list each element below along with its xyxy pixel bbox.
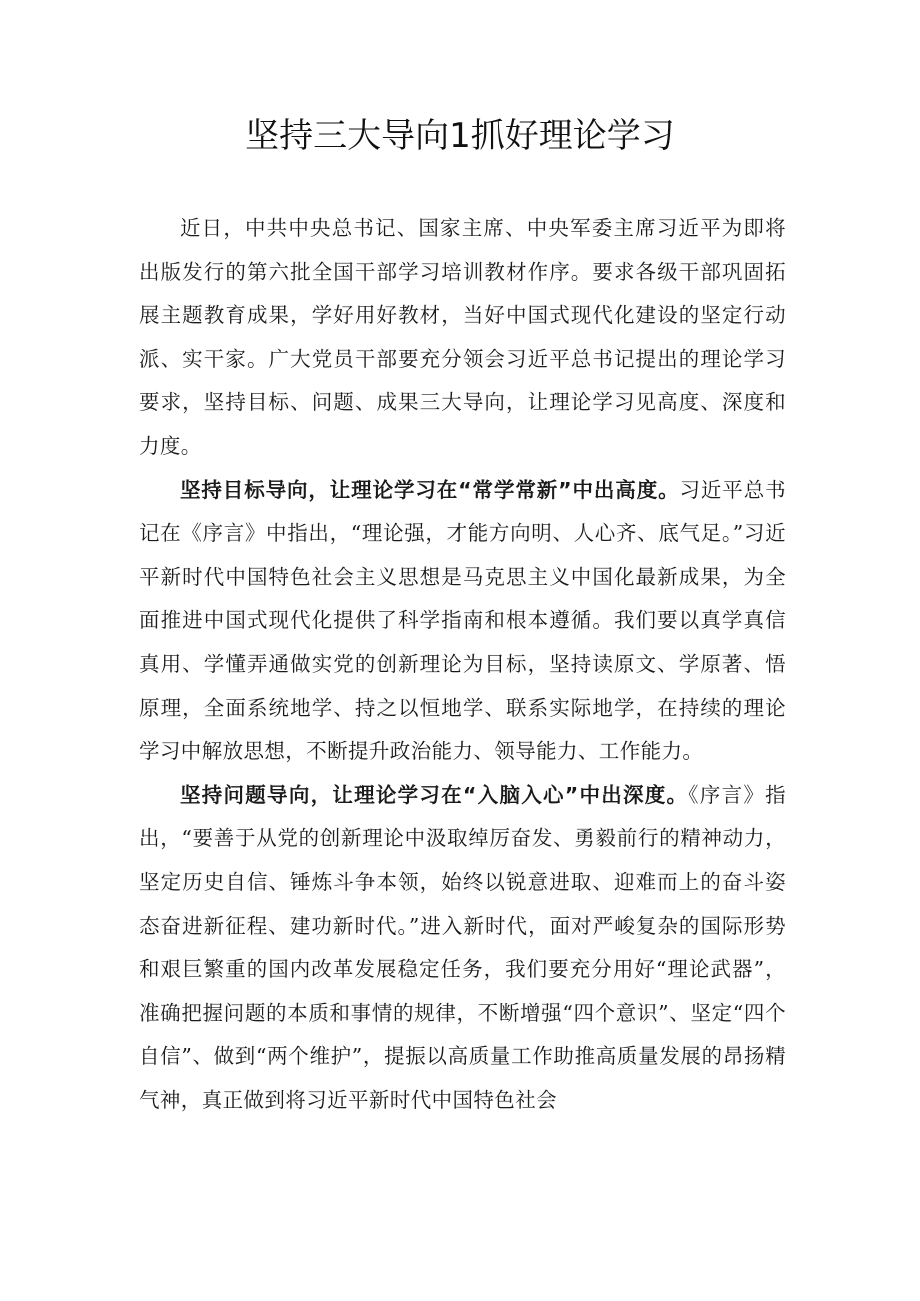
paragraph-intro: [139, 207, 786, 469]
document-body: [139, 207, 786, 1122]
document-title: 坚持三大导向1抓好理论学习: [245, 116, 675, 156]
paragraph-text: 习近平总书记在《序言》中指出，“理论强，才能方向明、人心齐、底气足。”习近平新时代中国特色社会主义思想是马克思主义中国化最新成果，为全面推进中国式现代化提供了科学指南和根本遵循。我们要以真学真信真用、学懂弄通做实党的创新理论为目标，坚持读原文、学原著、悟原理，全面系统地学、持之以恒地学、联系实际地学，在持续的理论学习中解放思想，不断提升政治能力、领导能力、工作能力。: [139, 477, 787, 764]
paragraph-text: 近日，中共中央总书记、国家主席、中央军委主席习近平为即将出版发行的第六批全国干部学习培训教材作序。要求各级干部巩固拓展主题教育成果，学好用好教材，当好中国式现代化建设的坚定行动派、实干家。广大党员干部要充分领会习近平总书记提出的理论学习要求，坚持目标、问题、成果三大导向，让理论学习见高度、深度和力度。: [139, 216, 786, 458]
paragraph-lead: 坚持目标导向，让理论学习在“常学常新”中出高度。: [180, 477, 680, 502]
paragraph-goal-orientation: [139, 469, 786, 774]
paragraph-lead: 坚持问题导向，让理论学习在“入脑入心”中出深度。: [180, 782, 689, 807]
paragraph-problem-orientation: [139, 774, 786, 1123]
paragraph-text: 《序言》指出，“要善于从党的创新理论中汲取绰厉奋发、勇毅前行的精神动力，坚定历史自信、锤炼斗争本领，始终以锐意进取、迎难而上的奋斗姿态奋进新征程、建功新时代。”进入新时代，面对严峻复杂的国际形势和艰巨繁重的国内改革发展稳定任务，我们要充分用好“理论武器”，准确把握问题的本质和事情的规律，不断增强“四个意识”、坚定“四个自信”、做到“两个维护”，提振以高质量工作助推高质量发展的昂扬精气神，真正做到将习近平新时代中国特色社会: [139, 782, 787, 1112]
